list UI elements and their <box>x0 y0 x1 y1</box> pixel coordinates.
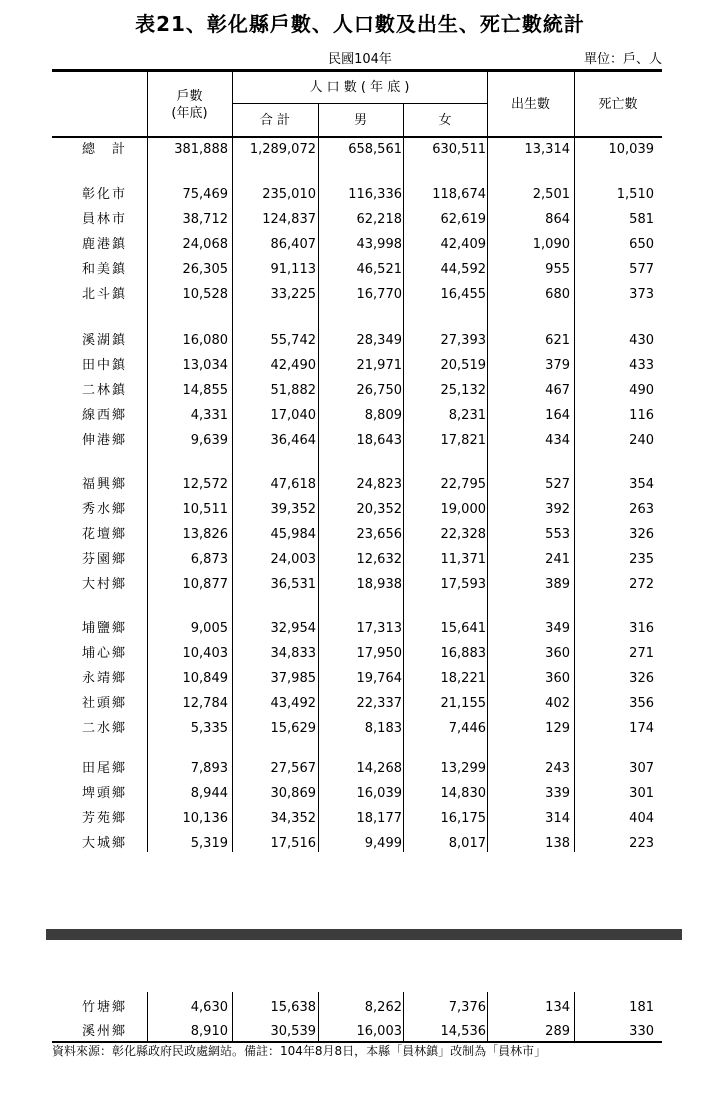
district-name: 北斗鎮 <box>82 287 128 302</box>
population-total-value: 15,638 <box>270 1000 316 1015</box>
births-value: 389 <box>545 577 570 592</box>
table-row <box>52 642 662 666</box>
deaths-value: 330 <box>629 1024 654 1039</box>
households-value: 10,849 <box>182 671 228 686</box>
households-value: 16,080 <box>182 333 228 348</box>
births-value: 467 <box>545 383 570 398</box>
households-value: 4,630 <box>190 1000 228 1015</box>
table-row <box>52 183 662 207</box>
households-value: 13,826 <box>182 527 228 542</box>
births-value: 289 <box>545 1024 570 1039</box>
deaths-value: 650 <box>629 237 654 252</box>
population-total-value: 17,516 <box>270 836 316 851</box>
population-male-value: 18,938 <box>356 577 402 592</box>
district-name: 線西鄉 <box>82 408 128 423</box>
population-male-value: 21,971 <box>356 358 402 373</box>
population-female-value: 42,409 <box>440 237 486 252</box>
district-name: 二林鎮 <box>82 383 128 398</box>
summary-male: 658,561 <box>348 142 402 157</box>
deaths-value: 307 <box>629 761 654 776</box>
district-name: 芬園鄉 <box>82 552 128 567</box>
header-population: 人 口 數 ( 年 底 ) <box>309 80 410 95</box>
deaths-value: 271 <box>629 646 654 661</box>
births-value: 134 <box>545 1000 570 1015</box>
population-female-value: 11,371 <box>440 552 486 567</box>
table-row <box>52 379 662 403</box>
population-female-value: 21,155 <box>440 696 486 711</box>
deaths-value: 174 <box>629 721 654 736</box>
deaths-value: 223 <box>629 836 654 851</box>
births-value: 527 <box>545 477 570 492</box>
population-female-value: 7,446 <box>448 721 486 736</box>
summary-deaths: 10,039 <box>608 142 654 157</box>
households-value: 10,528 <box>182 287 228 302</box>
population-male-value: 8,183 <box>364 721 402 736</box>
population-male-value: 14,268 <box>356 761 402 776</box>
district-name: 和美鎮 <box>82 262 128 277</box>
population-male-value: 116,336 <box>348 187 402 202</box>
households-value: 12,572 <box>182 477 228 492</box>
births-value: 379 <box>545 358 570 373</box>
population-total-value: 86,407 <box>270 237 316 252</box>
population-female-value: 18,221 <box>440 671 486 686</box>
households-value: 75,469 <box>182 187 228 202</box>
district-name: 芳苑鄉 <box>82 811 128 826</box>
deaths-value: 301 <box>629 786 654 801</box>
district-name: 埔心鄉 <box>82 646 128 661</box>
births-value: 339 <box>545 786 570 801</box>
population-male-value: 26,750 <box>356 383 402 398</box>
households-value: 7,893 <box>190 761 228 776</box>
population-total-value: 42,490 <box>270 358 316 373</box>
population-male-value: 12,632 <box>356 552 402 567</box>
population-female-value: 14,830 <box>440 786 486 801</box>
district-name: 伸港鄉 <box>82 433 128 448</box>
population-female-value: 8,231 <box>448 408 486 423</box>
cont-divider-4 <box>403 992 404 1041</box>
population-total-value: 32,954 <box>270 621 316 636</box>
table-row <box>52 329 662 353</box>
population-total-value: 235,010 <box>262 187 316 202</box>
households-value: 26,305 <box>182 262 228 277</box>
header-households-sub: (年底) <box>171 106 208 121</box>
households-value: 4,331 <box>190 408 228 423</box>
households-value: 24,068 <box>182 237 228 252</box>
summary-row <box>52 138 662 162</box>
deaths-value: 316 <box>629 621 654 636</box>
table-row <box>52 717 662 741</box>
table-row <box>52 996 662 1020</box>
district-name: 大城鄉 <box>82 836 128 851</box>
footnote: 資料來源：彰化縣政府民政處網站。備註：104年8月8日，本縣「員林鎮」改制為「員林市」 <box>52 1044 547 1058</box>
district-name: 大村鄉 <box>82 577 128 592</box>
births-value: 360 <box>545 671 570 686</box>
summary-births: 13,314 <box>524 142 570 157</box>
summary-households: 381,888 <box>174 142 228 157</box>
households-value: 13,034 <box>182 358 228 373</box>
households-value: 10,136 <box>182 811 228 826</box>
population-female-value: 44,592 <box>440 262 486 277</box>
births-value: 349 <box>545 621 570 636</box>
district-name: 鹿港鎮 <box>82 237 128 252</box>
population-female-value: 27,393 <box>440 333 486 348</box>
population-male-value: 16,770 <box>356 287 402 302</box>
district-name: 溪州鄉 <box>82 1024 128 1039</box>
header-households-label: 戶數 <box>176 89 203 104</box>
district-name: 溪湖鎮 <box>82 333 128 348</box>
district-name: 彰化市 <box>82 187 128 202</box>
births-value: 138 <box>545 836 570 851</box>
population-female-value: 15,641 <box>440 621 486 636</box>
population-female-value: 22,328 <box>440 527 486 542</box>
births-value: 2,501 <box>532 187 570 202</box>
district-name: 員林市 <box>82 212 128 227</box>
households-value: 14,855 <box>182 383 228 398</box>
header-total: 合 計 <box>259 113 291 128</box>
population-total-value: 36,464 <box>270 433 316 448</box>
deaths-value: 356 <box>629 696 654 711</box>
table-row <box>52 404 662 428</box>
deaths-value: 404 <box>629 811 654 826</box>
population-total-value: 33,225 <box>270 287 316 302</box>
births-value: 392 <box>545 502 570 517</box>
population-male-value: 28,349 <box>356 333 402 348</box>
population-male-value: 46,521 <box>356 262 402 277</box>
population-female-value: 17,593 <box>440 577 486 592</box>
population-male-value: 16,003 <box>356 1024 402 1039</box>
cont-divider-1 <box>147 992 148 1041</box>
table-row <box>52 807 662 831</box>
table-row <box>52 832 662 856</box>
population-male-value: 9,499 <box>364 836 402 851</box>
district-name: 二水鄉 <box>82 721 128 736</box>
table-row <box>52 208 662 232</box>
population-female-value: 19,000 <box>440 502 486 517</box>
births-value: 553 <box>545 527 570 542</box>
population-female-value: 16,455 <box>440 287 486 302</box>
table-row <box>52 233 662 257</box>
households-value: 9,639 <box>190 433 228 448</box>
deaths-value: 373 <box>629 287 654 302</box>
population-male-value: 18,177 <box>356 811 402 826</box>
population-female-value: 22,795 <box>440 477 486 492</box>
table-row <box>52 473 662 497</box>
cont-divider-3 <box>318 992 319 1041</box>
deaths-value: 326 <box>629 671 654 686</box>
births-value: 164 <box>545 408 570 423</box>
households-value: 10,877 <box>182 577 228 592</box>
deaths-value: 433 <box>629 358 654 373</box>
population-total-value: 51,882 <box>270 383 316 398</box>
population-total-value: 34,352 <box>270 811 316 826</box>
header-female: 女 <box>438 113 452 128</box>
district-name: 竹塘鄉 <box>82 1000 128 1015</box>
year-label: 民國104年 <box>328 52 392 67</box>
population-total-value: 30,539 <box>270 1024 316 1039</box>
households-value: 6,873 <box>190 552 228 567</box>
table-row <box>52 782 662 806</box>
district-name: 社頭鄉 <box>82 696 128 711</box>
deaths-value: 577 <box>629 262 654 277</box>
table-row <box>52 429 662 453</box>
deaths-value: 326 <box>629 527 654 542</box>
households-value: 10,403 <box>182 646 228 661</box>
header-households <box>147 88 232 122</box>
households-value: 8,910 <box>190 1024 228 1039</box>
population-female-value: 62,619 <box>440 212 486 227</box>
table-row <box>52 667 662 691</box>
summary-name: 總 計 <box>82 142 128 157</box>
deaths-value: 263 <box>629 502 654 517</box>
births-value: 360 <box>545 646 570 661</box>
births-value: 621 <box>545 333 570 348</box>
population-total-value: 17,040 <box>270 408 316 423</box>
summary-total: 1,289,072 <box>249 142 316 157</box>
district-name: 埔鹽鄉 <box>82 621 128 636</box>
header-deaths: 死亡數 <box>598 97 638 112</box>
births-value: 314 <box>545 811 570 826</box>
deaths-value: 240 <box>629 433 654 448</box>
population-total-value: 45,984 <box>270 527 316 542</box>
population-male-value: 23,656 <box>356 527 402 542</box>
births-value: 434 <box>545 433 570 448</box>
population-total-value: 30,869 <box>270 786 316 801</box>
population-female-value: 8,017 <box>448 836 486 851</box>
unit-label: 單位：戶、人 <box>583 52 662 67</box>
deaths-value: 354 <box>629 477 654 492</box>
population-female-value: 16,175 <box>440 811 486 826</box>
deaths-value: 272 <box>629 577 654 592</box>
births-value: 241 <box>545 552 570 567</box>
table-row <box>52 498 662 522</box>
population-female-value: 20,519 <box>440 358 486 373</box>
cont-divider-2 <box>232 992 233 1041</box>
district-name: 秀水鄉 <box>82 502 128 517</box>
births-value: 129 <box>545 721 570 736</box>
households-value: 38,712 <box>182 212 228 227</box>
district-name: 田中鎮 <box>82 358 128 373</box>
page-break-bar <box>46 929 682 940</box>
births-value: 864 <box>545 212 570 227</box>
deaths-value: 116 <box>629 408 654 423</box>
population-total-value: 39,352 <box>270 502 316 517</box>
population-male-value: 20,352 <box>356 502 402 517</box>
population-female-value: 25,132 <box>440 383 486 398</box>
district-name: 埤頭鄉 <box>82 786 128 801</box>
summary-female: 630,511 <box>432 142 486 157</box>
deaths-value: 1,510 <box>616 187 654 202</box>
population-total-value: 24,003 <box>270 552 316 567</box>
population-total-value: 124,837 <box>262 212 316 227</box>
table-row <box>52 354 662 378</box>
population-male-value: 18,643 <box>356 433 402 448</box>
table-row <box>52 692 662 716</box>
population-total-value: 36,531 <box>270 577 316 592</box>
district-name: 花壇鄉 <box>82 527 128 542</box>
births-value: 680 <box>545 287 570 302</box>
population-female-value: 14,536 <box>440 1024 486 1039</box>
households-value: 5,335 <box>190 721 228 736</box>
deaths-value: 581 <box>629 212 654 227</box>
births-value: 402 <box>545 696 570 711</box>
table-row <box>52 258 662 282</box>
births-value: 1,090 <box>532 237 570 252</box>
page-title: 表21、彰化縣戶數、人口數及出生、死亡數統計 <box>135 12 585 36</box>
population-male-value: 22,337 <box>356 696 402 711</box>
table-top-rule <box>52 69 662 72</box>
population-female-value: 16,883 <box>440 646 486 661</box>
population-male-value: 16,039 <box>356 786 402 801</box>
population-total-value: 15,629 <box>270 721 316 736</box>
population-total-value: 47,618 <box>270 477 316 492</box>
deaths-value: 235 <box>629 552 654 567</box>
population-male-value: 62,218 <box>356 212 402 227</box>
population-male-value: 43,998 <box>356 237 402 252</box>
population-total-value: 27,567 <box>270 761 316 776</box>
households-value: 10,511 <box>182 502 228 517</box>
table-row <box>52 617 662 641</box>
table-row <box>52 757 662 781</box>
births-value: 955 <box>545 262 570 277</box>
population-male-value: 17,313 <box>356 621 402 636</box>
households-value: 5,319 <box>190 836 228 851</box>
district-name: 福興鄉 <box>82 477 128 492</box>
population-total-value: 91,113 <box>270 262 316 277</box>
population-header-rule <box>232 103 487 104</box>
population-female-value: 118,674 <box>432 187 486 202</box>
cont-divider-6 <box>574 992 575 1041</box>
population-total-value: 55,742 <box>270 333 316 348</box>
population-male-value: 24,823 <box>356 477 402 492</box>
population-total-value: 43,492 <box>270 696 316 711</box>
cont-divider-5 <box>487 992 488 1041</box>
households-value: 12,784 <box>182 696 228 711</box>
table-row <box>52 548 662 572</box>
population-total-value: 34,833 <box>270 646 316 661</box>
population-male-value: 8,809 <box>364 408 402 423</box>
deaths-value: 490 <box>629 383 654 398</box>
births-value: 243 <box>545 761 570 776</box>
population-male-value: 17,950 <box>356 646 402 661</box>
population-female-value: 17,821 <box>440 433 486 448</box>
population-female-value: 13,299 <box>440 761 486 776</box>
population-female-value: 7,376 <box>448 1000 486 1015</box>
households-value: 9,005 <box>190 621 228 636</box>
district-name: 田尾鄉 <box>82 761 128 776</box>
deaths-value: 430 <box>629 333 654 348</box>
population-male-value: 19,764 <box>356 671 402 686</box>
table-row <box>52 573 662 597</box>
table-row <box>52 523 662 547</box>
households-value: 8,944 <box>190 786 228 801</box>
header-births: 出生數 <box>510 97 550 112</box>
header-male: 男 <box>353 113 367 128</box>
population-male-value: 8,262 <box>364 1000 402 1015</box>
deaths-value: 181 <box>629 1000 654 1015</box>
table-row <box>52 283 662 307</box>
district-name: 永靖鄉 <box>82 671 128 686</box>
population-total-value: 37,985 <box>270 671 316 686</box>
